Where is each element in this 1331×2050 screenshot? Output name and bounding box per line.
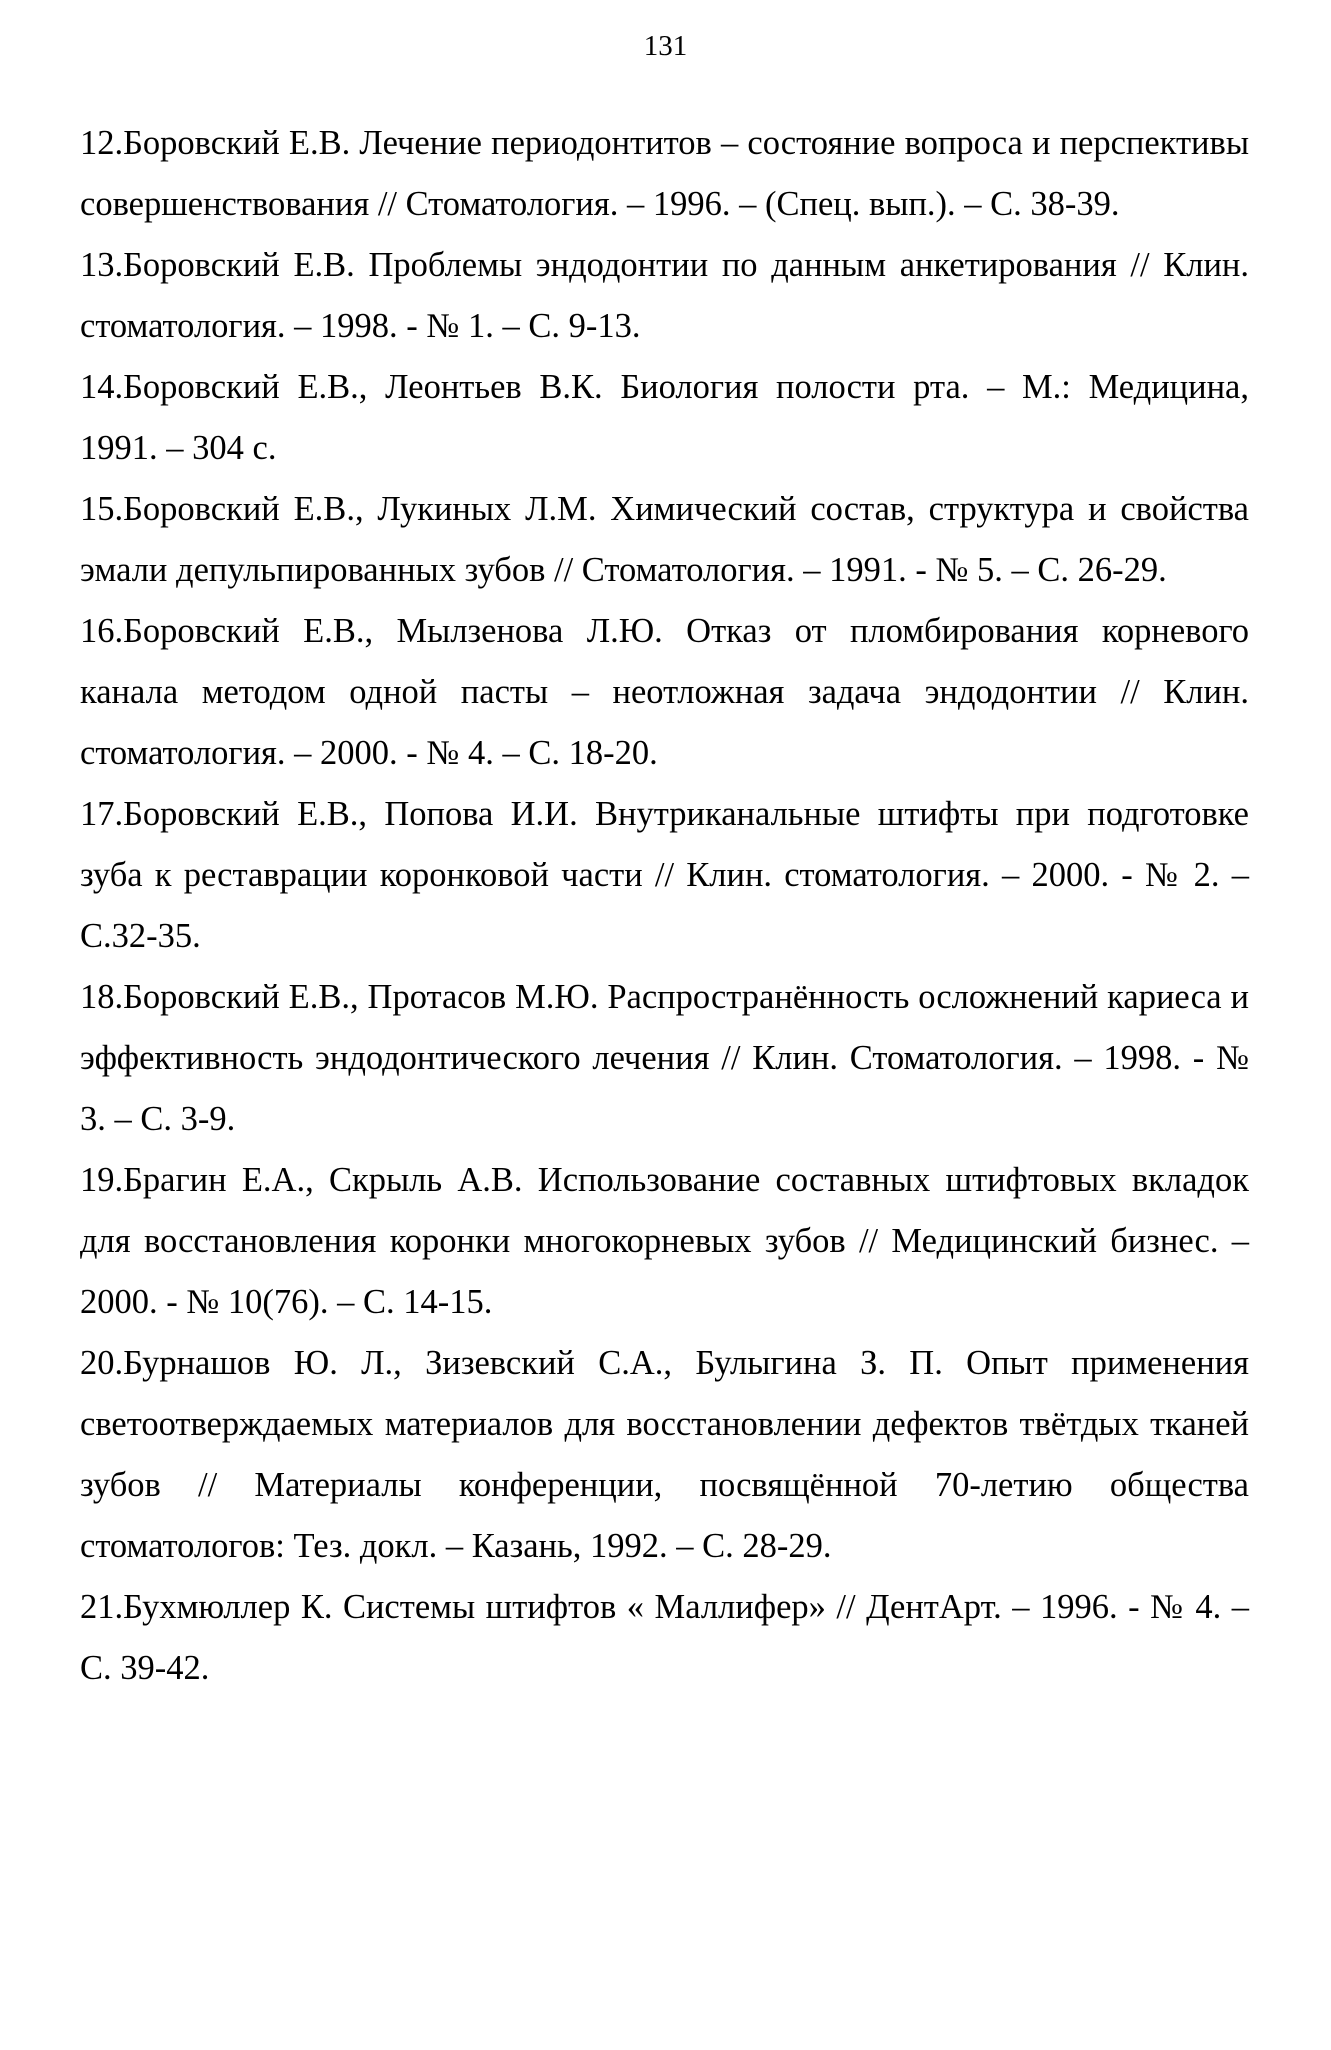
reference-item	[80, 1577, 1249, 1699]
reference-text: Брагин Е.А., Скрыль А.В. Использование составных штифтовых вкладок для восстановления коронки многокорневых зубов // Медицинский бизнес. – 2000. - № 10(76). – С. 14-15.	[80, 1161, 1249, 1321]
reference-number: 20.	[80, 1344, 124, 1382]
reference-text: Боровский Е.В., Леонтьев В.К. Биология полости рта. – М.: Медицина, 1991. – 304 с.	[80, 368, 1249, 467]
reference-text: Боровский Е.В., Попова И.И. Внутриканальные штифты при подготовке зуба к реставрации коронковой части // Клин. стоматология. – 2000. - № 2. – С.32-35.	[80, 795, 1249, 955]
reference-number: 18.	[80, 978, 124, 1016]
reference-item	[80, 784, 1249, 967]
reference-item	[80, 113, 1249, 235]
page-number: 131	[643, 30, 688, 62]
reference-number: 21.	[80, 1588, 124, 1626]
reference-item	[80, 601, 1249, 784]
reference-number: 15.	[80, 490, 124, 528]
reference-item	[80, 357, 1249, 479]
reference-text: Боровский Е.В. Лечение периодонтитов – состояние вопроса и перспективы совершенствования // Стоматология. – 1996. – (Спец. вып.). – С. 38-39.	[80, 124, 1249, 223]
reference-number: 17.	[80, 795, 124, 833]
reference-text: Боровский Е.В., Протасов М.Ю. Распространённость осложнений кариеса и эффективность эндодонтического лечения // Клин. Стоматология. – 1998. - № 3. – С. 3-9.	[80, 978, 1249, 1138]
reference-item	[80, 967, 1249, 1150]
reference-text: Боровский Е.В., Лукиных Л.М. Химический состав, структура и свойства эмали депульпированных зубов // Стоматология. – 1991. - № 5. – С. 26-29.	[80, 490, 1249, 589]
reference-list	[80, 113, 1249, 1699]
reference-number: 12.	[80, 124, 124, 162]
reference-item	[80, 1333, 1249, 1577]
reference-text: Бурнашов Ю. Л., Зизевский С.А., Булыгина З. П. Опыт применения светоотверждаемых материалов для восстановлении дефектов твётдых тканей зубов // Материалы конференции, посвящённой 70-летию общества стоматологов: Тез. докл. – Казань, 1992. – С. 28-29.	[80, 1344, 1249, 1565]
reference-text: Боровский Е.В. Проблемы эндодонтии по данным анкетирования // Клин. стоматология. – 1998. - № 1. – С. 9-13.	[80, 246, 1249, 345]
reference-item	[80, 235, 1249, 357]
reference-number: 14.	[80, 368, 124, 406]
reference-number: 19.	[80, 1161, 124, 1199]
reference-item	[80, 1150, 1249, 1333]
reference-text: Бухмюллер К. Системы штифтов « Маллифер» // ДентАрт. – 1996. - № 4. – С. 39-42.	[80, 1588, 1249, 1687]
reference-item	[80, 479, 1249, 601]
reference-number: 16.	[80, 612, 124, 650]
reference-number: 13.	[80, 246, 124, 284]
reference-text: Боровский Е.В., Мылзенова Л.Ю. Отказ от пломбирования корневого канала методом одной пасты – неотложная задача эндодонтии // Клин. стоматология. – 2000. - № 4. – С. 18-20.	[80, 612, 1249, 772]
